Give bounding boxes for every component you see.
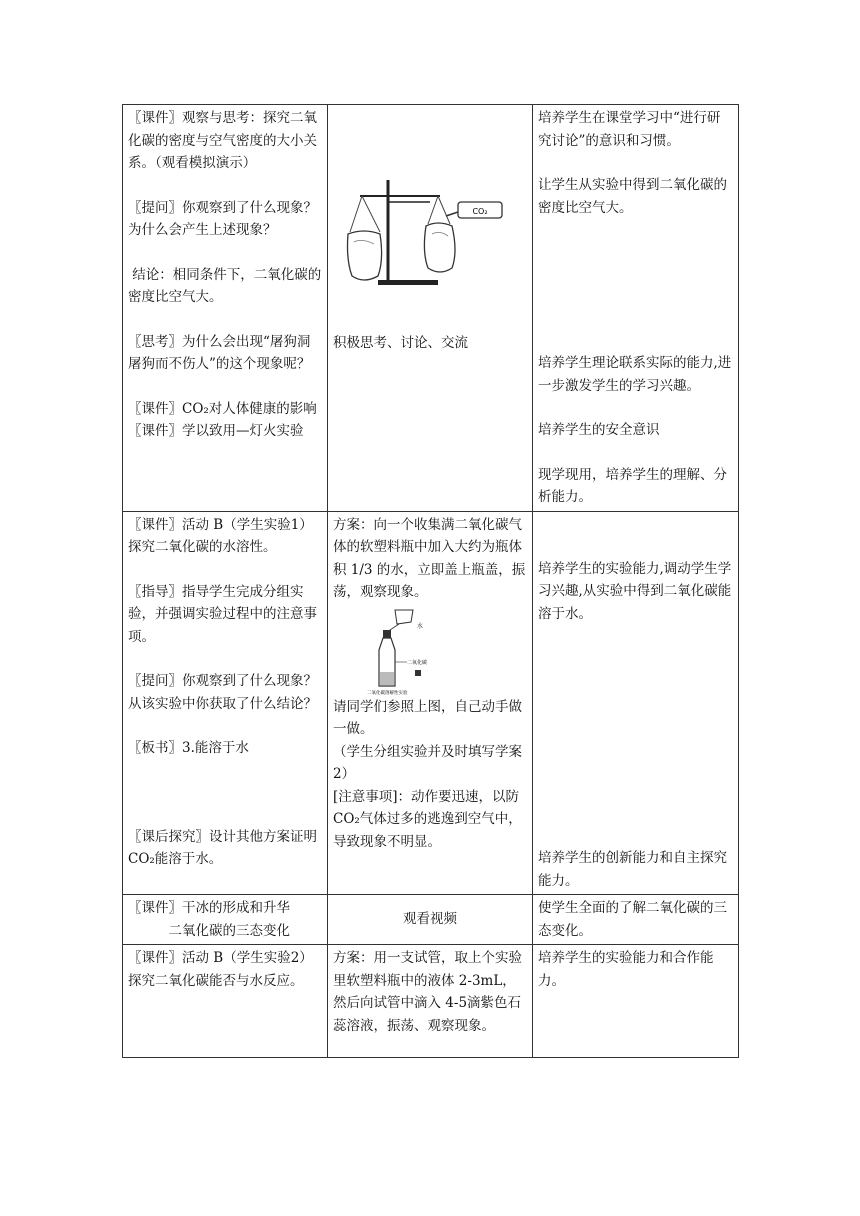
- table-row: [123, 895, 739, 945]
- teacher-text: 〖提问〗你观察到了什么现象？为什么会产生上述现象？: [128, 199, 317, 238]
- intent-text: 培养学生的安全意识: [538, 422, 660, 438]
- teacher-text: 〖指导〗指导学生完成分组实验，并强调实验过程中的注意事项。: [128, 583, 317, 645]
- student-text: [注意事项]：动作要迅速，以防 CO₂气体过多的逃逸到空气中，导致现象不明显。: [333, 788, 524, 850]
- teacher-text: 〖课件〗观察与思考：探究二氧化碳的密度与空气密度的大小关系。（观看模拟演示）: [128, 110, 317, 171]
- teacher-text: 二氧化碳的三态变化: [168, 922, 290, 939]
- intent-text: 培养学生的创新能力和自主探究能力。: [538, 850, 727, 889]
- student-text: （学生分组实验并及时填写学案2）: [333, 743, 522, 782]
- student-activity-cell: [328, 895, 533, 945]
- table-row: [123, 105, 739, 512]
- teacher-text: 〖课件〗干冰的形成和升华: [128, 900, 290, 916]
- intent-text: 培养学生的实验能力和合作能力。: [538, 950, 714, 989]
- teacher-text: 〖课后探究〗设计其他方案证明 CO₂能溶于水。: [128, 828, 322, 867]
- water-label: 水: [417, 622, 424, 630]
- teacher-activity-cell: [123, 511, 328, 895]
- student-activity-cell: [328, 511, 533, 895]
- co2-bottle-label: 二氧化碳: [407, 659, 428, 666]
- student-text: 观看视频: [403, 911, 457, 928]
- design-intent-cell: [533, 945, 739, 1058]
- bottle-diagram: [363, 606, 443, 696]
- intent-text: 使学生全面的了解二氧化碳的三态变化。: [538, 900, 727, 939]
- teacher-text: 〖课件〗活动 B（学生实验2）探究二氧化碳能否与水反应。: [128, 950, 313, 989]
- intent-text: 培养学生理论联系实际的能力,进一步激发学生的学习兴趣。: [538, 355, 732, 394]
- teacher-text: 〖提问〗你观察到了什么现象？从该实验中你获取了什么结论？: [128, 673, 317, 712]
- teacher-text: 〖课件〗CO₂对人体健康的影响: [128, 400, 317, 417]
- bottle-caption: 二氧化碳溶解性实验: [367, 690, 408, 696]
- student-text: 方案：向一个收集满二氧化碳气体的软塑料瓶中加入大约为瓶体积 1/3 的水，立即盖上瓶盖，振荡，观察现象。: [333, 516, 526, 600]
- intent-text: 培养学生的实验能力,调动学生学习兴趣,从实验中得到二氧化碳能溶于水。: [538, 560, 732, 622]
- table-row: [123, 945, 739, 1058]
- student-text: 方案：用一支试管，取上个实验里软塑料瓶中的液体 2-3mL，然后向试管中滴入 4-5滴紫色石蕊溶液，振荡、观察现象。: [333, 950, 522, 1034]
- teacher-text: 〖课件〗活动 B（学生实验1）探究二氧化碳的水溶性。: [128, 516, 313, 555]
- student-activity-cell: [328, 105, 533, 512]
- intent-text: 培养学生在课堂学习中“进行研究讨论”的意识和习惯。: [538, 110, 721, 149]
- student-text: 积极思考、讨论、交流: [333, 335, 468, 351]
- table-row: [123, 511, 739, 895]
- student-activity-cell: [328, 945, 533, 1058]
- intent-text: 现学现用，培养学生的理解、分析能力。: [538, 466, 727, 505]
- design-intent-cell: [533, 895, 739, 945]
- teacher-text: 〖思考〗为什么会出现“屠狗洞屠狗而不伤人”的这个现象呢？: [128, 333, 311, 372]
- design-intent-cell: [533, 511, 739, 895]
- balance-diagram: [340, 172, 520, 292]
- teacher-text: 〖板书〗3.能溶于水: [128, 740, 249, 756]
- teacher-text: 〖课件〗学以致用—灯火实验: [128, 423, 304, 439]
- teacher-activity-cell: [123, 105, 328, 512]
- co2-label: CO₂: [472, 207, 488, 216]
- student-text: 请同学们参照上图，自己动手做一做。: [333, 698, 522, 737]
- lesson-plan-table: [122, 104, 739, 1058]
- teacher-activity-cell: [123, 945, 328, 1058]
- design-intent-cell: [533, 105, 739, 512]
- teacher-text: 结论：相同条件下，二氧化碳的密度比空气大。: [128, 266, 322, 305]
- intent-text: 让学生从实验中得到二氧化碳的密度比空气大。: [538, 177, 727, 216]
- teacher-activity-cell: [123, 895, 328, 945]
